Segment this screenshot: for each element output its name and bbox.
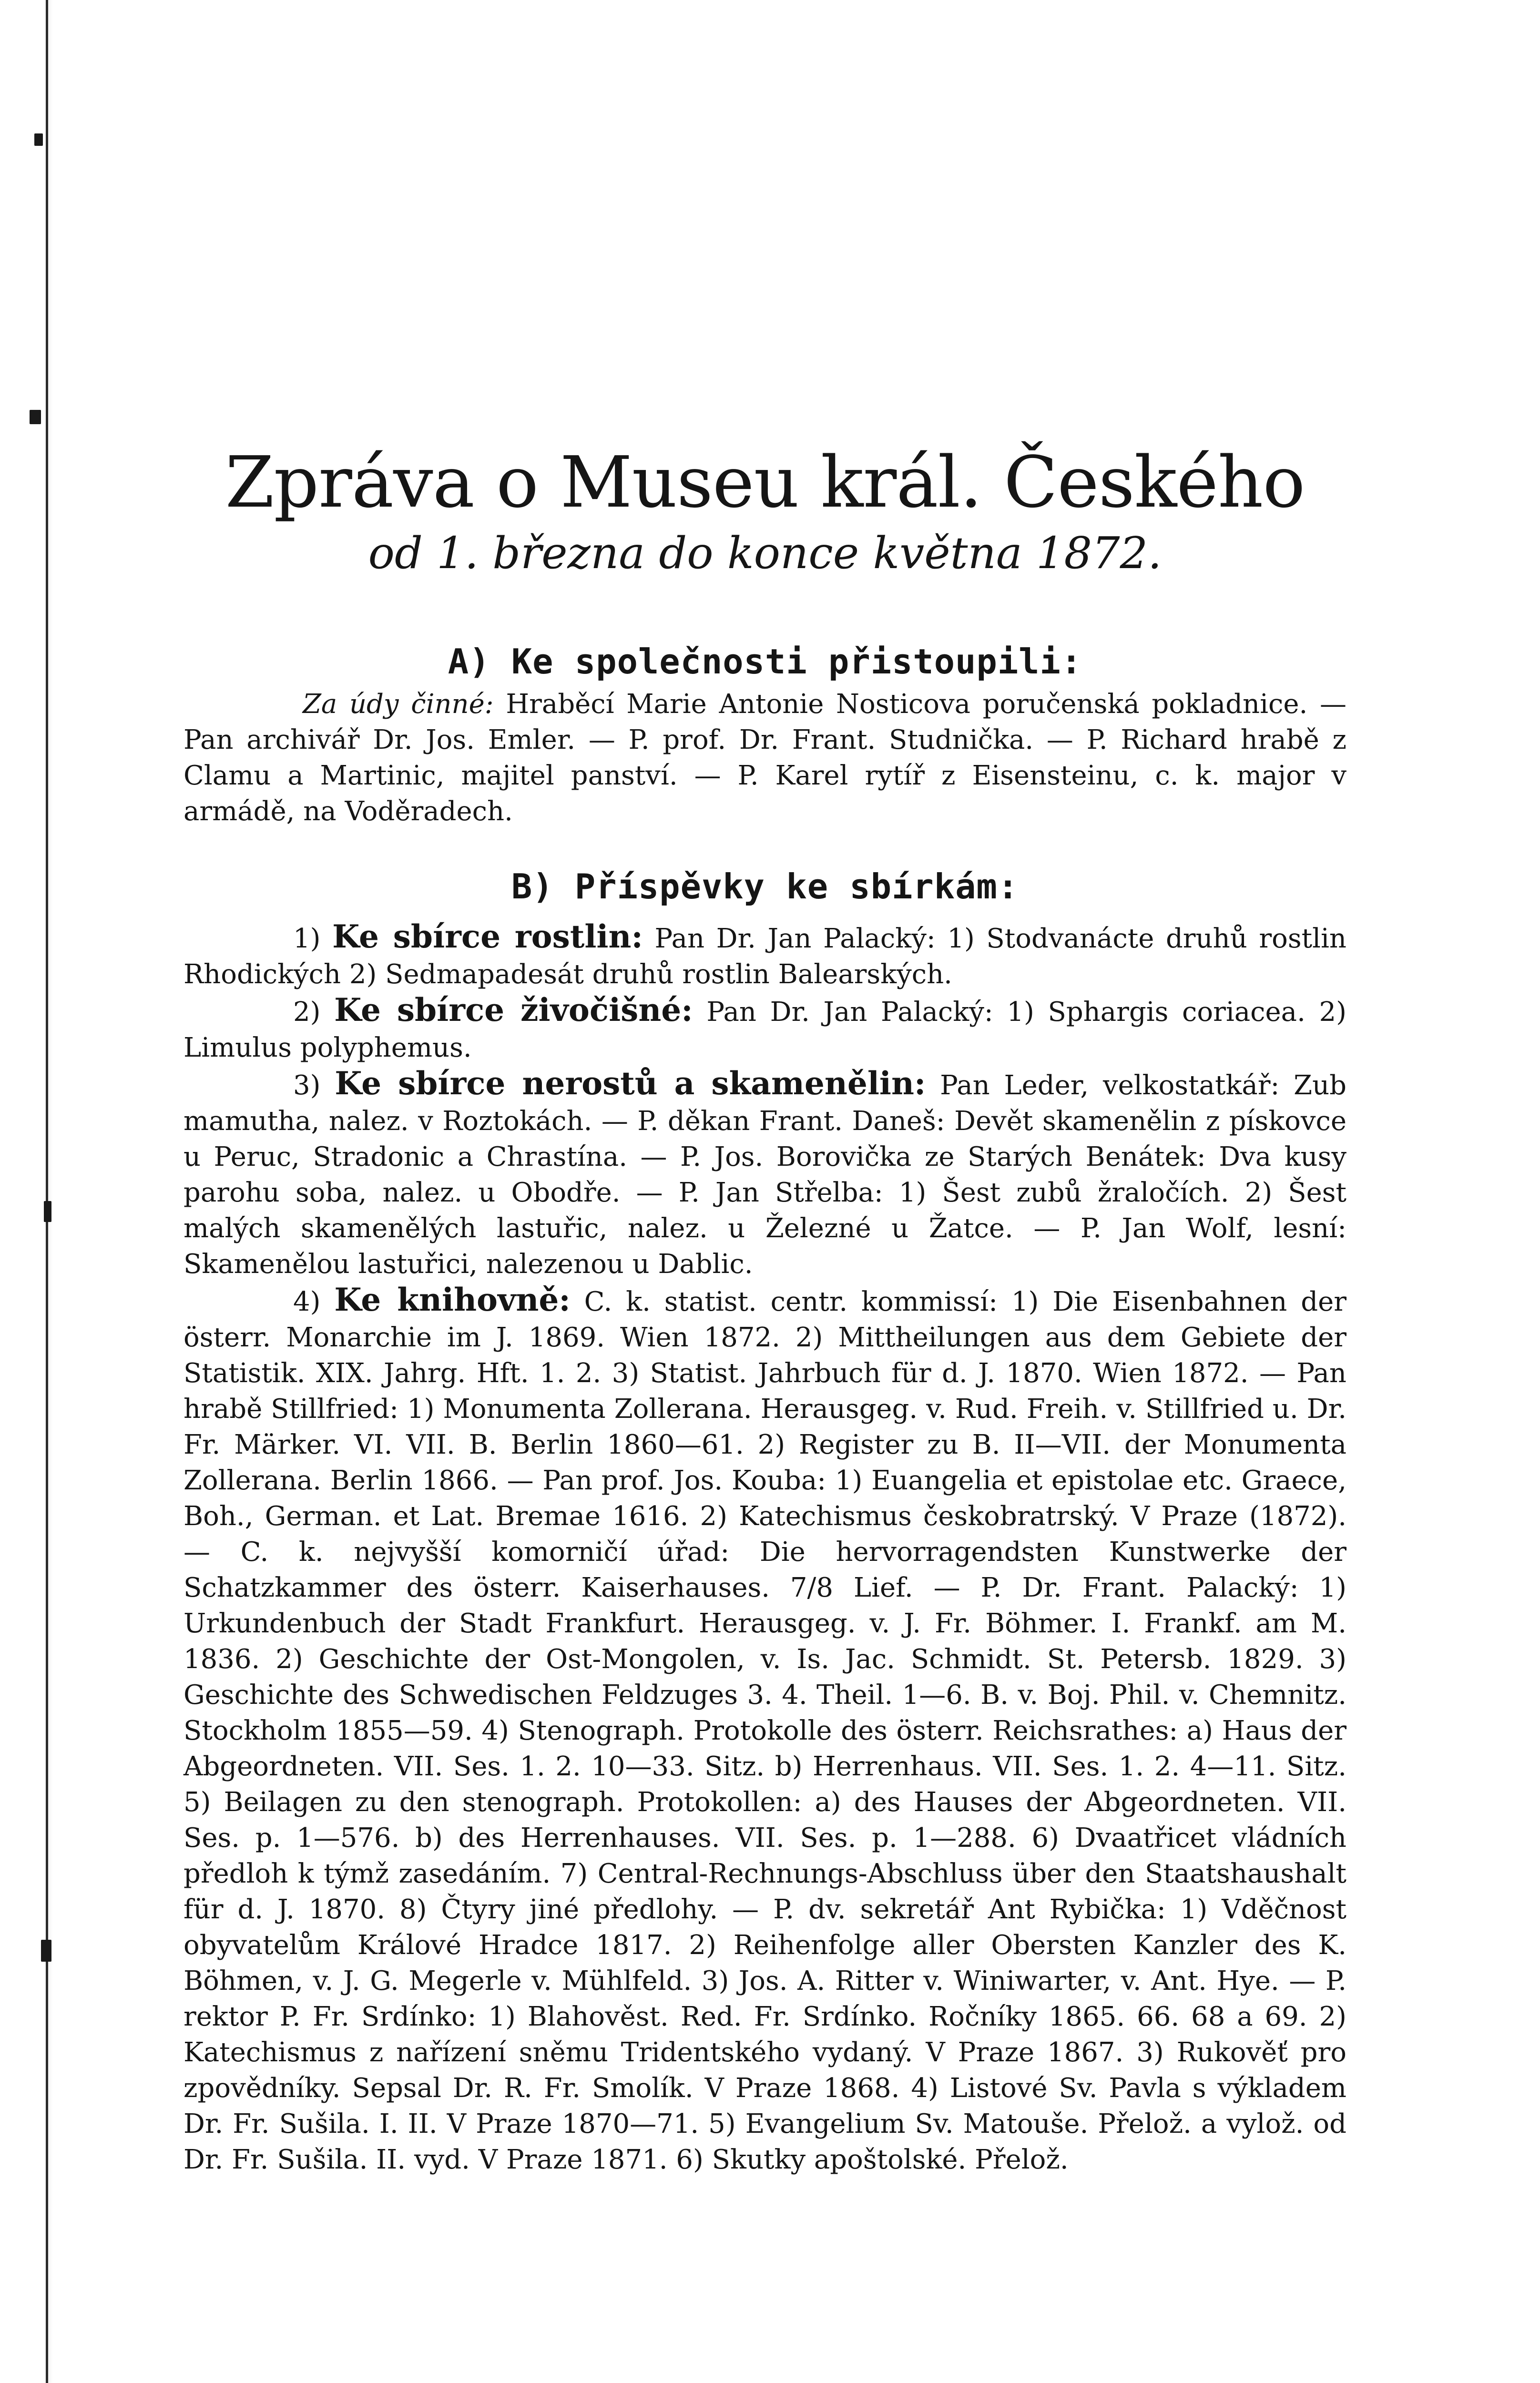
list-item	[184, 992, 1346, 1066]
item-number: 3)	[293, 1070, 321, 1101]
section-b-heading: B) Příspěvky ke sbírkám:	[511, 866, 1019, 907]
document-page	[184, 443, 1346, 2178]
item-text: C. k. statist. centr. kommissí: 1) Die Eisenbahnen der österr. Monarchie im J. 1869. Wien 1872. 2) Mittheilungen aus dem Gebiete der Statistik. XIX. Jahrg. Hft. 1. 2. 3) Statist. Jahrbuch für d. J. 1870. Wien 1872. — Pan hrabě Stillfried: 1) Monumenta Zollerana. Herausgeg. v. Rud. Freih. v. Stillfried u. Dr. Fr. Märker. VI. VII. B. Berlin 1860—61. 2) Register zu B. II—VII. der Monumenta Zollerana. Berlin 1866. — Pan prof. Jos. Kouba: 1) Euangelia et epistolae etc. Graece, Boh., German. et Lat. Bremae 1616. 2) Katechismus českobratrský. V Praze (1872). — C. k. nejvyšší komorničí úřad: Die hervorragendsten Kunstwerke der Schatzkammer des österr. Kaiserhauses. 7/8 Lief. — P. Dr. Frant. Palacký: 1) Urkundenbuch der Stadt Frankfurt. Herausgeg. v. J. Fr. Böhmer. I. Frankf. am M. 1836. 2) Geschichte der Ost-Mongolen, v. Is. Jac. Schmidt. St. Petersb. 1829. 3) Geschichte des Schwedischen Feldzuges 3. 4. Theil. 1—6. B. v. Boj. Phil. v. Chemnitz. Stockholm 1855—59. 4) Stenograph. Protokolle des österr. Reichsrathes: a) Haus der Abgeordneten. VII. Ses. 1. 2. 10—33. Sitz. b) Herrenhaus. VII. Ses. 1. 2. 4—11. Sitz. 5) Beilagen zu den stenograph. Protokollen: a) des Hauses der Abgeordneten. VII. Ses. p. 1—576. b) des Herrenhauses. VII. Ses. p. 1—288. 6) Dvaatřicet vládních předloh k týmž zasedáním. 7) Central-Rechnungs-Abschluss über den Staatshaushalt für d. J. 1870. 8) Čtyry jiné předlohy. — P. dv. sekretář Ant Rybička: 1) Vděčnost obyvatelům Králové Hradce 1817. 2) Reihenfolge aller Obersten Kanzler des K. Böhmen, v. J. G. Megerle v. Mühlfeld. 3) Jos. A. Ritter v. Winiwarter, v. Ant. Hye. — P. rektor P. Fr. Srdínko: 1) Blahověst. Red. Fr. Srdínko. Ročníky 1865. 66. 68 a 69. 2) Katechismus z nařízení sněmu Tridentského vydaný. V Praze 1867. 3) Rukověť pro zpovědníky. Sepsal Dr. R. Fr. Smolík. V Praze 1868. 4) Listové Sv. Pavla s výkladem Dr. Fr. Sušila. I. II. V Praze 1870—71. 5) Evangelium Sv. Matouše. Přelož. a vylož. od Dr. Fr. Sušila. II. vyd. V Praze 1871. 6) Skutky apoštolské. Přelož.	[184, 1286, 1346, 2176]
item-number: 1)	[293, 923, 321, 955]
scan-mark	[30, 410, 41, 424]
section-a-paragraph	[184, 686, 1346, 829]
item-lead: Ke sbírce nerostů a skamenělin:	[335, 1065, 926, 1102]
item-text: Pan Leder, velkostatkář: Zub mamutha, nalez. v Roztokách. — P. děkan Frant. Daneš: Devět skamenělin z pískovce u Peruc, Stradonic a Chrastína. — P. Jos. Borovička ze Starých Benátek: Dva kusy parohu soba, nalez. u Obodře. — P. Jan Střelba: 1) Šest zubů žraločích. 2) Šest malých skamenělých lastuřic, nalez. u Železné u Žatce. — P. Jan Wolf, lesní: Skamenělou lastuřici, nalezenou u Dablic.	[184, 1070, 1346, 1280]
scan-left-margin	[0, 0, 57, 2383]
item-number: 4)	[293, 1286, 321, 1318]
item-lead: Ke sbírce rostlin:	[332, 918, 643, 956]
scan-mark	[41, 1940, 51, 1962]
section-a-lead: Za údy činné:	[303, 689, 494, 720]
page-title: Zpráva o Museu král. Českého	[225, 441, 1305, 523]
list-item	[184, 1066, 1346, 1282]
scan-mark	[34, 133, 43, 146]
item-lead: Ke knihovně:	[334, 1281, 571, 1319]
scan-binding-edge	[46, 0, 48, 2383]
item-lead: Ke sbírce živočišné:	[334, 991, 693, 1029]
list-item	[184, 919, 1346, 992]
scan-mark	[44, 1201, 51, 1222]
section-a-text: Hraběcí Marie Antonie Nosticova poručenská pokladnice. — Pan archivář Dr. Jos. Emler. — P. prof. Dr. Frant. Studnička. — P. Richard hrabě z Clamu a Martinic, majitel panství. — P. Karel rytíř z Eisensteinu, c. k. major v armádě, na Voděradech.	[184, 689, 1346, 827]
section-a-heading: A) Ke společnosti přistoupili:	[448, 642, 1082, 682]
item-text: Pan Dr. Jan Palacký: 1) Sphargis coriacea. 2) Limulus polyphemus.	[184, 997, 1346, 1064]
list-item	[184, 1282, 1346, 2178]
contributions-list	[184, 919, 1346, 2178]
item-text: Pan Dr. Jan Palacký: 1) Stodvanácte druhů rostlin Rhodických 2) Sedmapadesát druhů rostlin Balearských.	[184, 923, 1346, 990]
item-number: 2)	[293, 997, 321, 1028]
page-subtitle: od 1. března do konce května 1872.	[368, 527, 1162, 579]
